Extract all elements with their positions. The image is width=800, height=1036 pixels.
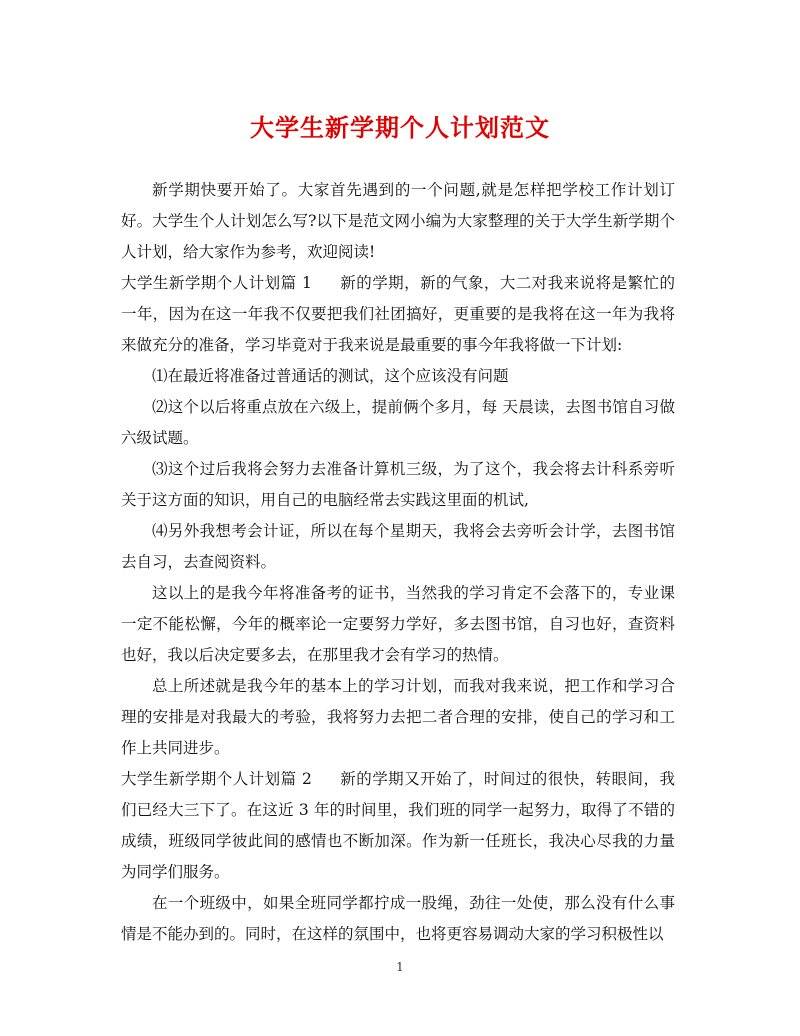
section-2-paragraph: [121, 764, 675, 888]
document-title: 大学生新学期个人计划范文: [250, 113, 550, 142]
summary-paragraph: 总上所述就是我今年的基本上的学习计划，而我对我来说，把工作和学习合理的安排是对我最大的考验，我将努力去把二者合理的安排，使自己的学习和工作上共同进步。: [121, 677, 675, 757]
plan-item-3: ⑶这个过后我将会努力去准备计算机三级，为了这个，我会将去计科系旁听关于这方面的知识，用自己的电脑经常去实践这里面的机试,: [121, 460, 675, 509]
plan-item-4: ⑷另外我想考会计证，所以在每个星期天，我将会去旁听会计学，去图书馆去自习，去查阅资料。: [121, 522, 675, 571]
document-body: [121, 175, 675, 950]
section-1-heading: 大学生新学期个人计划篇 1: [121, 274, 312, 292]
section-1-text: 新的学期，新的气象，大二对我来说将是繁忙的一年，因为在这一年我不仅要把我们社团搞好，更重要的是我将在这一年为我将来做充分的准备，学习毕竟对于我来说是最重要的事今年我将做一下计划:: [121, 274, 675, 354]
class-paragraph: 在一个班级中，如果全班同学都拧成一股绳，劲往一处使，那么没有什么事情是不能办到的。同时，在这样的氛围中，也将更容易调动大家的学习积极性以: [121, 894, 675, 943]
section-1-paragraph: [121, 268, 675, 361]
section-2-heading: 大学生新学期个人计划篇 2: [121, 770, 312, 788]
page-number: 1: [396, 960, 404, 974]
intro-paragraph: 新学期快要开始了。大家首先遇到的一个问题,就是怎样把学校工作计划订好。大学生个人计划怎么写?以下是范文网小编为大家整理的关于大学生新学期个人计划，给大家作为参考，欢迎阅读!: [121, 181, 675, 261]
plan-item-2: ⑵这个以后将重点放在六级上，提前俩个多月，每 天晨读，去图书馆自习做六级试题。: [121, 398, 675, 447]
certificates-paragraph: 这以上的是我今年将准备考的证书，当然我的学习肯定不会落下的，专业课一定不能松懈，今年的概率论一定要努力学好，多去图书馆，自习也好，查资料也好，我以后决定要多去，在那里我才会有学习的热情。: [121, 584, 675, 664]
section-2-text: 新的学期又开始了，时间过的很快，转眼间，我们已经大三下了。在这近 3 年的时间里，我们班的同学一起努力，取得了不错的成绩，班级同学彼此间的感情也不断加深。作为新一任班长，我决心尽我的力量为同学们服务。: [121, 770, 675, 881]
plan-item-1: ⑴在最近将准备过普通话的测试，这个应该没有问题: [152, 367, 509, 385]
